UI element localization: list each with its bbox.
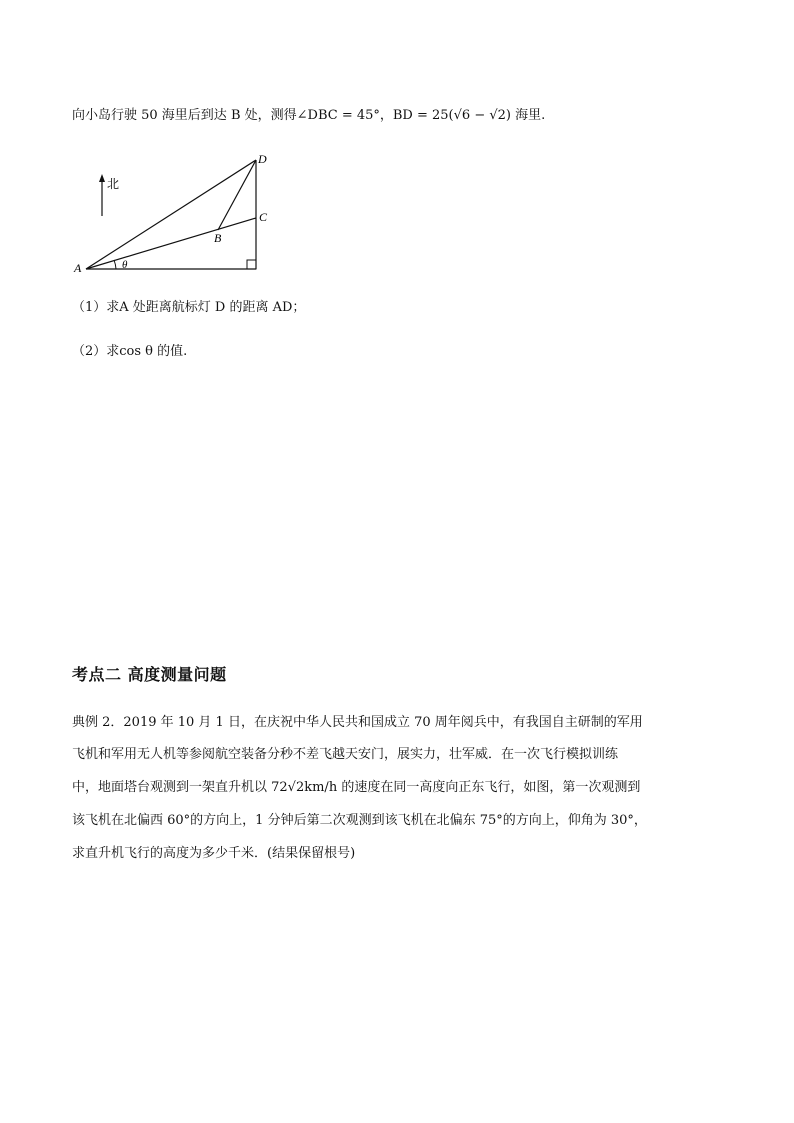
point-C-label: C	[259, 210, 268, 224]
example-line-1: 典例 2．2019 年 10 月 1 日，在庆祝中华人民共和国成立 70 周年阅兵中，有我国自主研制的军用	[72, 715, 643, 730]
question-1: （1）求A 处距离航标灯 D 的距离 AD；	[72, 300, 306, 315]
question-2: （2）求cos θ 的值.	[72, 344, 188, 359]
example-line-4: 该飞机在北偏西 60°的方向上，1 分钟后第二次观测到该飞机在北偏东 75°的方向上，仰角为 30°，	[72, 813, 647, 828]
north-label: 北	[107, 177, 120, 191]
geometry-figure	[72, 150, 292, 280]
point-D-label: D	[258, 152, 267, 166]
line-AC	[86, 218, 256, 269]
problem-intro-text: 向小岛行驶 50 海里后到达 B 处，测得∠DBC = 45°，BD = 25(√6 − √2) 海里.	[72, 108, 546, 123]
example-line-2: 飞机和军用无人机等参阅航空装备分秒不差飞越天安门，展实力，壮军威．在一次飞行模拟训练	[72, 747, 619, 762]
north-arrow-icon	[99, 174, 105, 216]
right-angle-mark	[247, 260, 256, 269]
angle-theta-label: θ	[122, 259, 128, 271]
point-B-label: B	[214, 231, 222, 245]
angle-arc	[114, 260, 116, 269]
section-heading: 考点二 高度测量问题	[72, 665, 227, 684]
example-line-3: 中，地面塔台观测到一架直升机以 72√2km/h 的速度在同一高度向正东飞行，如图，第一次观测到	[72, 780, 641, 795]
point-A-label: A	[74, 261, 82, 275]
example-line-5: 求直升机飞行的高度为多少千米．(结果保留根号)	[72, 846, 356, 861]
